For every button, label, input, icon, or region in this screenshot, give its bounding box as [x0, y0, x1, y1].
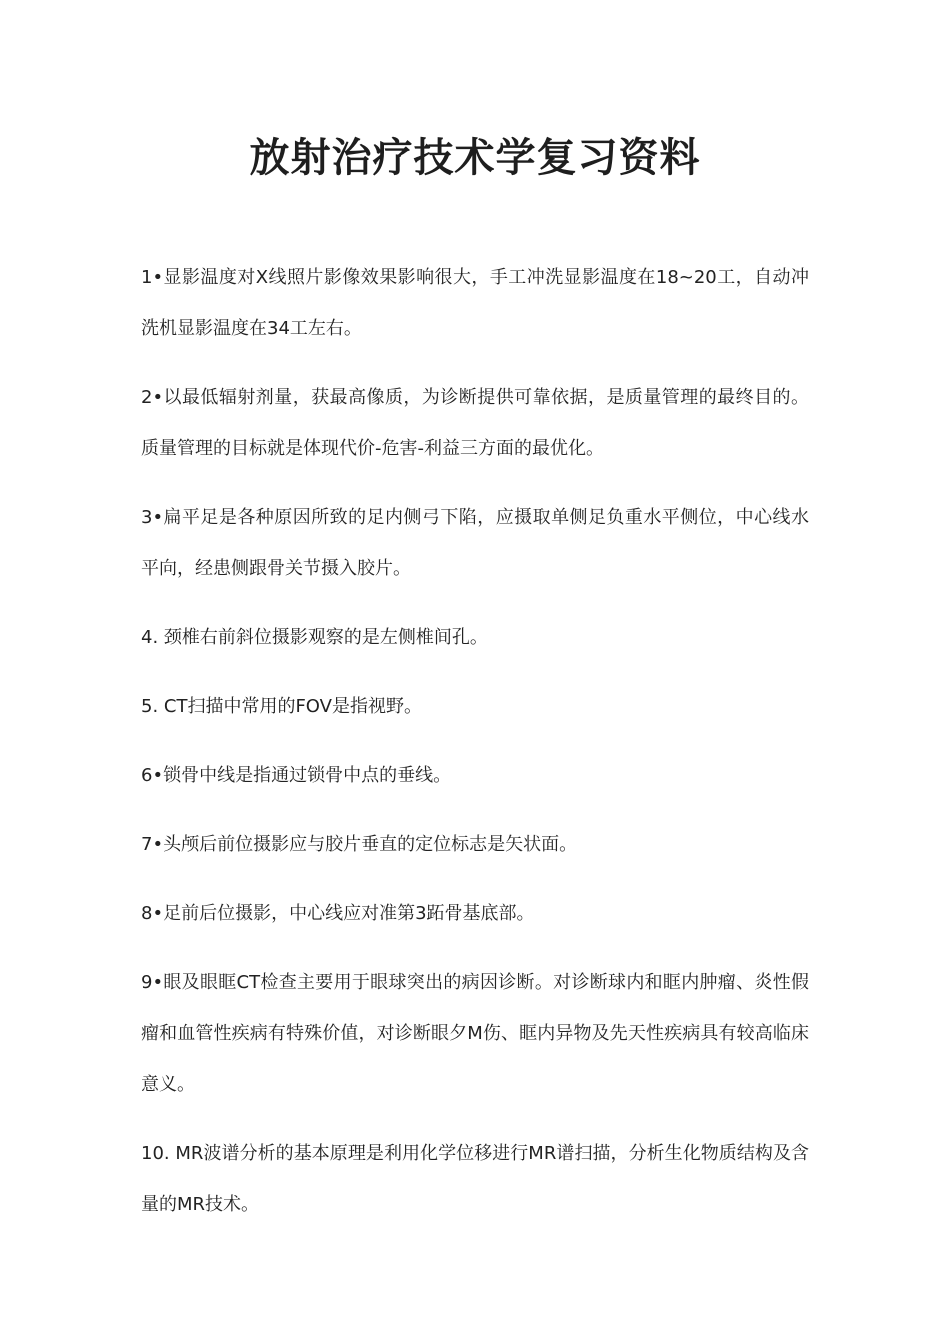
- review-item-list: [141, 252, 809, 1248]
- review-item: 8•足前后位摄影，中心线应对准第3跖骨基底部。: [141, 903, 535, 924]
- review-item: 1•显影温度对X线照片影像效果影响很大，手工冲洗显影温度在18~20工，自动冲洗机显影温度在34工左右。: [141, 267, 809, 339]
- review-item: 4. 颈椎右前斜位摄影观察的是左侧椎间孔。: [141, 627, 488, 648]
- review-item: 2•以最低辐射剂量，获最高像质，为诊断提供可靠依据，是质量管理的最终目的。质量管理的目标就是体现代价-危害-利益三方面的最优化。: [141, 387, 809, 459]
- review-item: 9•眼及眼眶CT检查主要用于眼球突出的病因诊断。对诊断球内和眶内肿瘤、炎性假瘤和血管性疾病有特殊价值，对诊断眼夕M伤、眶内异物及先天性疾病具有较高临床意义。: [141, 972, 809, 1095]
- review-item: 6•锁骨中线是指通过锁骨中点的垂线。: [141, 765, 452, 786]
- document-title: 放射治疗技术学复习资料: [249, 133, 701, 181]
- review-item: 10. MR波谱分析的基本原理是利用化学位移进行MR谱扫描，分析生化物质结构及含量的MR技术。: [141, 1143, 809, 1215]
- review-item: 3•扁平足是各种原因所致的足内侧弓下陷，应摄取单侧足负重水平侧位，中心线水平向，经患侧跟骨关节摄入胶片。: [141, 507, 809, 579]
- review-item: 5. CT扫描中常用的FOV是指视野。: [141, 696, 422, 717]
- review-item: 7•头颅后前位摄影应与胶片垂直的定位标志是矢状面。: [141, 834, 578, 855]
